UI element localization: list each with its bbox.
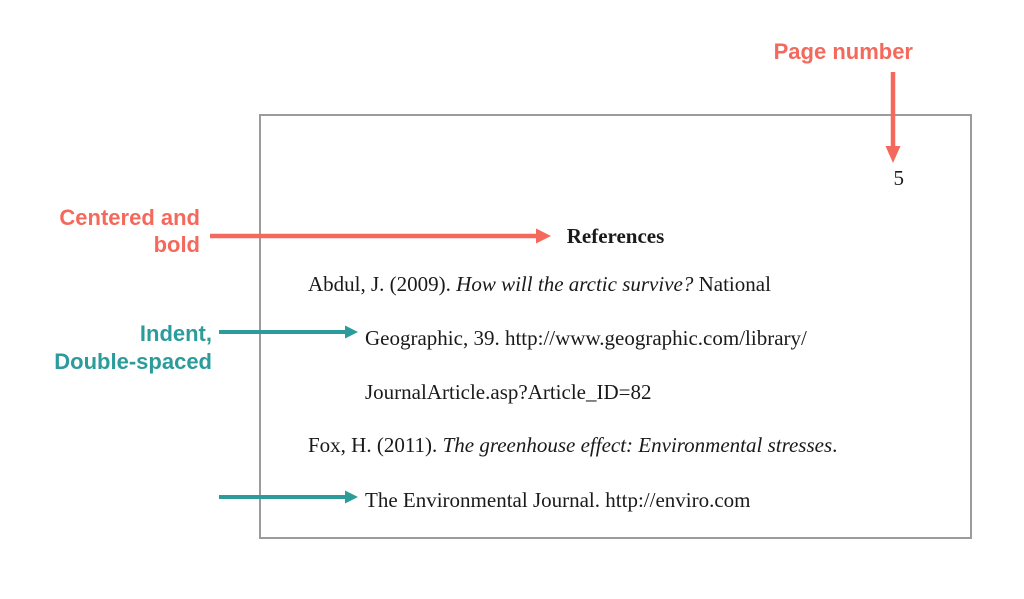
page-number-label: Page number bbox=[773, 39, 913, 64]
reference-text: Abdul, J. (2009). bbox=[308, 272, 457, 296]
reference-line bbox=[365, 488, 751, 513]
reference-text: . bbox=[832, 433, 838, 457]
reference-text: Geographic, 39. http://www.geographic.com/library/ bbox=[365, 326, 807, 350]
reference-line bbox=[365, 326, 807, 351]
centered-bold-label bbox=[59, 204, 200, 258]
reference-text: JournalArticle.asp?Article_ID=82 bbox=[365, 380, 652, 404]
indent-label-line1: Indent, bbox=[139, 321, 212, 346]
reference-line bbox=[308, 272, 771, 297]
reference-line bbox=[308, 433, 837, 458]
reference-text: National bbox=[698, 272, 771, 296]
centered-bold-label-line2: bold bbox=[153, 232, 200, 257]
reference-text: Fox, H. (2011). bbox=[308, 433, 443, 457]
centered-bold-label-line1: Centered and bbox=[59, 205, 200, 230]
reference-text: The Environmental Journal. http://enviro.com bbox=[365, 488, 751, 512]
indent-label-line2: Double-spaced bbox=[54, 349, 212, 374]
document-page bbox=[259, 114, 972, 539]
reference-line bbox=[365, 380, 652, 405]
page-number: 5 bbox=[893, 166, 904, 190]
reference-text-italic: The greenhouse effect: Environmental stresses bbox=[442, 433, 833, 457]
references-heading: References bbox=[566, 224, 665, 248]
reference-text-italic: How will the arctic survive? bbox=[456, 272, 699, 296]
indent-double-spaced-label bbox=[54, 320, 212, 376]
